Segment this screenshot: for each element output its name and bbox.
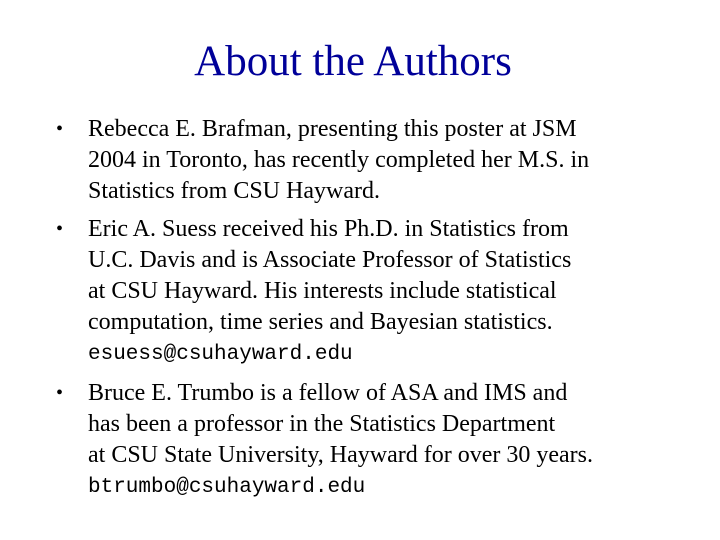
bullet-icon: • (56, 382, 64, 404)
bullet-text-line: Bruce E. Trumbo is a fellow of ASA and IMS and (88, 380, 568, 406)
bullet-item-suess (56, 214, 676, 371)
bullet-text-line: at CSU State University, Hayward for over 30 years. (88, 442, 593, 468)
bullet-text-line: U.C. Davis and is Associate Professor of Statistics (88, 247, 572, 273)
bullet-item-brafman (56, 114, 676, 207)
author-bullet-list (56, 114, 676, 511)
bullet-icon: • (56, 118, 64, 140)
email-trumbo: btrumbo@csuhayward.edu (88, 476, 366, 499)
bullet-text-line: Rebecca E. Brafman, presenting this poster at JSM (88, 116, 577, 142)
bullet-text-line: at CSU Hayward. His interests include statistical (88, 278, 557, 304)
slide-title: About the Authors (194, 38, 512, 85)
bullet-icon: • (56, 218, 64, 240)
bullet-text-line: Statistics from CSU Hayward. (88, 178, 380, 204)
email-suess: esuess@csuhayward.edu (88, 343, 353, 366)
bullet-text-line: has been a professor in the Statistics Department (88, 411, 556, 437)
bullet-text-line: computation, time series and Bayesian statistics. (88, 309, 553, 335)
bullet-item-trumbo (56, 378, 676, 504)
bullet-text-line: Eric A. Suess received his Ph.D. in Statistics from (88, 216, 569, 242)
bullet-text-line: 2004 in Toronto, has recently completed her M.S. in (88, 147, 590, 173)
